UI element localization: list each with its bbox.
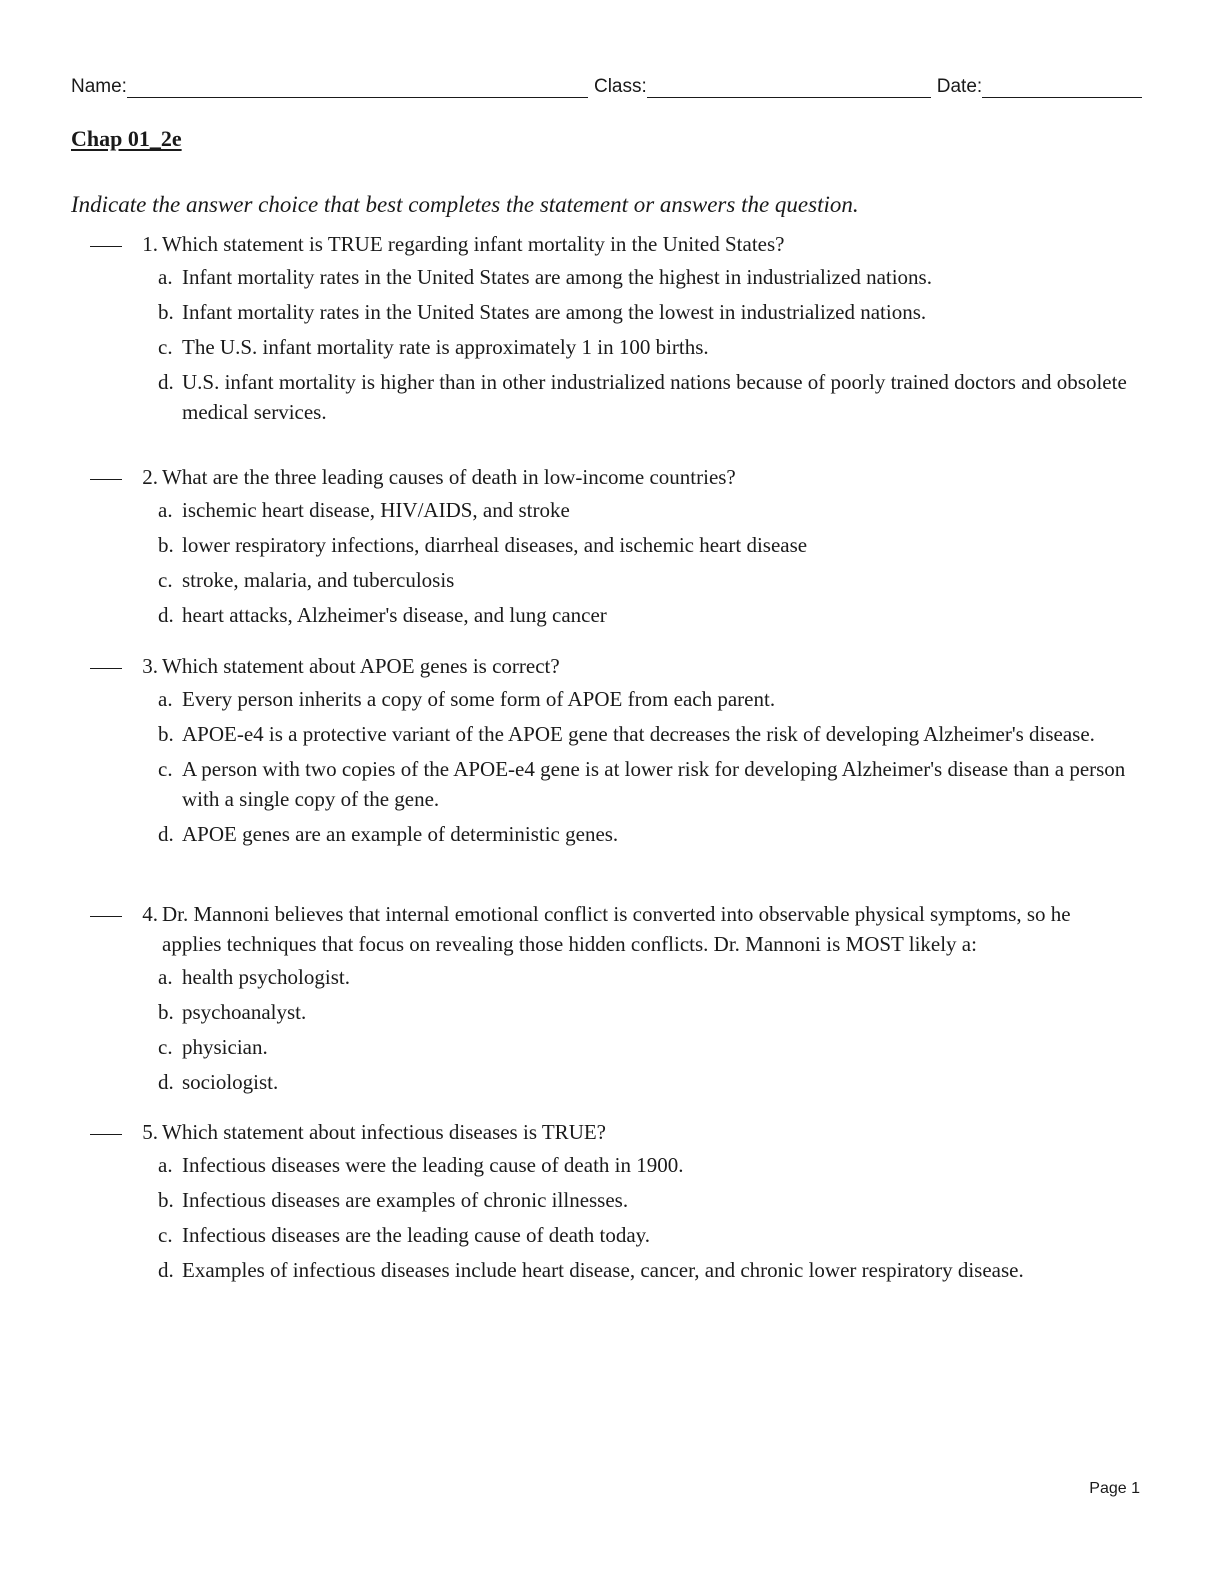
option-letter: a. [158,965,173,989]
option-a [158,495,1130,525]
option-text: The U.S. infant mortality rate is approximately 1 in 100 births. [182,335,709,359]
option-letter: a. [158,1153,173,1177]
options-list [158,1150,1130,1285]
option-text: ischemic heart disease, HIV/AIDS, and stroke [182,498,570,522]
option-c [158,754,1130,814]
option-text: physician. [182,1035,268,1059]
option-a [158,684,1130,714]
question-4 [90,899,1130,1102]
name-field[interactable] [127,76,588,98]
option-b [158,530,1130,560]
option-c [158,565,1130,595]
options-list [158,262,1130,427]
option-c [158,1032,1130,1062]
question-2 [90,462,1130,635]
question-number: 1. [142,232,158,256]
option-text: heart attacks, Alzheimer's disease, and lung cancer [182,603,607,627]
option-letter: a. [158,687,173,711]
option-letter: d. [158,1258,174,1282]
option-text: APOE genes are an example of deterministic genes. [182,822,619,846]
option-text: Infectious diseases are the leading cause of death today. [182,1223,651,1247]
page-title: Chap 01_2e [71,126,182,151]
option-d [158,1067,1130,1097]
option-d [158,600,1130,630]
option-d [158,1255,1130,1285]
question-text: Which statement is TRUE regarding infant mortality in the United States? [162,232,785,256]
option-a [158,1150,1130,1180]
options-list [158,962,1130,1097]
class-label: Class: [593,76,647,97]
option-letter: c. [158,335,173,359]
question-text: Which statement about APOE genes is correct? [162,654,560,678]
option-b [158,1185,1130,1215]
option-letter: d. [158,1070,174,1094]
option-letter: b. [158,722,174,746]
instructions: Indicate the answer choice that best completes the statement or answers the question. [71,192,859,217]
option-text: Infant mortality rates in the United States are among the highest in industrialized nations. [182,265,932,289]
option-letter: a. [158,498,173,522]
date-label: Date: [936,76,983,97]
option-text: Infant mortality rates in the United States are among the lowest in industrialized nations. [182,300,927,324]
option-letter: b. [158,300,174,324]
question-number: 5. [142,1120,158,1144]
option-text: Infectious diseases were the leading cause of death in 1900. [182,1153,684,1177]
option-letter: c. [158,1223,173,1247]
question-1 [90,229,1130,432]
question-text: Which statement about infectious diseases is TRUE? [162,1120,607,1144]
question-number: 3. [142,654,158,678]
options-list [158,495,1130,630]
option-letter: b. [158,1000,174,1024]
option-text: Examples of infectious diseases include heart disease, cancer, and chronic lower respiratory disease. [182,1258,1024,1282]
option-letter: c. [158,568,173,592]
answer-blank-4[interactable] [90,887,122,917]
option-letter: b. [158,1188,174,1212]
option-c [158,1220,1130,1250]
question-3 [90,651,1130,854]
option-text: Infectious diseases are examples of chronic illnesses. [182,1188,629,1212]
page-number: Page 1 [1089,1480,1140,1497]
option-letter: d. [158,370,174,394]
answer-blank-2[interactable] [90,450,122,480]
option-b [158,297,1130,327]
name-label: Name: [71,76,127,97]
option-c [158,332,1130,362]
option-text: stroke, malaria, and tuberculosis [182,568,455,592]
options-list [158,684,1130,849]
option-d [158,819,1130,849]
date-field[interactable] [982,76,1142,98]
question-number: 4. [142,902,158,926]
option-letter: c. [158,1035,173,1059]
answer-blank-5[interactable] [90,1105,122,1135]
option-b [158,997,1130,1027]
option-letter: d. [158,603,174,627]
question-text: What are the three leading causes of death in low-income countries? [162,465,736,489]
student-info-header [71,72,1142,98]
option-a [158,262,1130,292]
option-letter: d. [158,822,174,846]
option-text: A person with two copies of the APOE-e4 gene is at lower risk for developing Alzheimer's disease than a person with a single copy of the gene. [182,757,1126,811]
question-5 [90,1117,1130,1290]
option-text: health psychologist. [182,965,350,989]
option-text: U.S. infant mortality is higher than in other industrialized nations because of poorly trained doctors and obsolete medical services. [182,370,1127,424]
option-d [158,367,1130,427]
option-a [158,962,1130,992]
class-field[interactable] [647,76,931,98]
option-text: Every person inherits a copy of some form of APOE from each parent. [182,687,776,711]
question-text: Dr. Mannoni believes that internal emotional conflict is converted into observable physical symptoms, so he applies techniques that focus on revealing those hidden conflicts. Dr. Mannoni is MOST likely a: [162,902,1071,956]
answer-blank-3[interactable] [90,639,122,669]
option-text: APOE-e4 is a protective variant of the APOE gene that decreases the risk of developing Alzheimer's disease. [182,722,1095,746]
option-letter: a. [158,265,173,289]
answer-blank-1[interactable] [90,217,122,247]
option-letter: b. [158,533,174,557]
option-text: lower respiratory infections, diarrheal diseases, and ischemic heart disease [182,533,808,557]
option-text: psychoanalyst. [182,1000,307,1024]
option-letter: c. [158,757,173,781]
option-b [158,719,1130,749]
option-text: sociologist. [182,1070,279,1094]
question-number: 2. [142,465,158,489]
